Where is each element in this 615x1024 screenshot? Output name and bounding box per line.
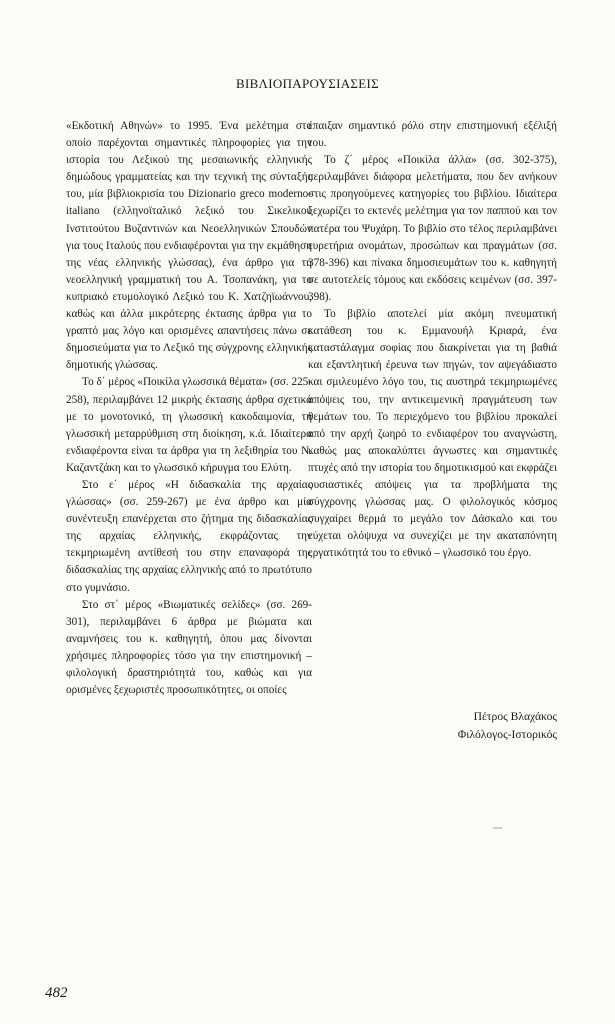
left-column xyxy=(66,118,312,699)
paragraph: Στο στ΄ μέρος «Βιωματικές σελίδες» (σσ. 269-301), περιλαμβάνει 6 άρθρα με βιώματα και αναμνήσεις του κ. καθηγητή, όπου μας δίνονται χρήσιμες πληροφορίες τόσο για την επιστημονική – φιλολογική δραστηριότητά του, καθώς και για ορισμένες ξεχωριστές προσωπικότητες, οι οποίες xyxy=(66,598,312,697)
paragraph: «Εκδοτική Αθηνών» το 1995. Ένα μελέτημα στο οποίο παρέχονται σημαντικές πληροφορίες για την ιστορία του Λεξικού της μεσαιωνικής ελληνικής δημώδους γραμματείας και την τεχνική της σύνταξής του, μία βιβλιοκρισία του Dizionario greco moderno-italiano (ελληνοϊταλικό λεξικό του Σικελικού Ινστιτούτου Βυζαντινών και Νεοελληνικών Σπουδών για τους Ιταλούς που ενδιαφέρονται για την εκμάθηση της νέας ελληνικής γλώσσας), ένα άρθρο για τη νεοελληνική γραμματική του Α. Τσοπανάκη, για το κυπριακό ετυμολογικό Λεξικό του Κ. Χατζηϊωάννου, καθώς και άλλα μικρότερης έκτασης άρθρα για το γραπτό μας λόγο και ορισμένες απαντήσεις πάνω σε δημοσιεύματα για το Λεξικό της σύγχρονης ελληνικής δημοτικής γλώσσας. xyxy=(66,120,312,372)
paragraph: Το δ΄ μέρος «Ποικίλα γλωσσικά θέματα» (σσ. 225-258), περιλαμβάνει 12 μικρής έκτασης άρθρα σχετικά με το μονοτονικό, τη γλωσσική κακοδαιμονία, τη γλωσσική μεταρρύθμιση στη διοίκηση, κ.ά. Ιδιαίτερα ενδιαφέροντα είναι τα άρθρα για τη λεξιθηρία του Ν. Καζαντζάκη και το γλωσσικό κήρυγμα του Ελύτη. xyxy=(66,376,312,474)
scan-mark xyxy=(493,827,502,829)
running-header: ΒΙΒΛΙΟΠΑΡΟΥΣΙΑΣΕΙΣ xyxy=(235,76,380,91)
paragraph: Το βιβλίο αποτελεί μία ακόμη πνευματική κατάθεση του κ. Εμμανουήλ Κριαρά, ένα καταστάλαγμα σοφίας που διακρίνεται για τη βαθιά και εξαντλητική έρευνα των πηγών, τον αψεγάδιαστο και σμιλευμένο λόγο του, τις αυστηρά τεκμηριωμένες απόψεις του, την αντικειμενική πραγμάτευση των θεμάτων του. Το περιεχόμενο του βιβλίου προκαλεί από την αρχή ζωηρό το ενδιαφέρον του αναγνώστη, καθώς μας αποκαλύπτει άγνωστες και σημαντικές πτυχές από την ιστορία του δημοτικισμού και εκφράζει ουσιαστικές απόψεις για τα προβλήματα της σύγχρονης γλώσσας μας. Ο φιλολογικός κόσμος συγχαίρει θερμά το μεγάλο τον Δάσκαλο και του εύχεται ολόψυχα να συνεχίζει με την ακαταπόνητη εργατικότητά του το εθνικό – γλωσσικό του έργο. xyxy=(308,308,557,560)
paragraph: έπαιξαν σημαντικό ρόλο στην επιστημονική εξέλιξή του. xyxy=(308,120,557,150)
page-number: 482 xyxy=(45,985,68,1001)
right-column xyxy=(308,118,557,562)
author-role: Φιλόλογος-Ιστορικός xyxy=(457,728,557,741)
paragraph: Το ζ΄ μέρος «Ποικίλα άλλα» (σσ. 302-375), περιλαμβάνει διάφορα μελετήματα, που δεν ανήκουν στις προηγούμενες κατηγορίες του βιβλίου. Ιδιαίτερα ξεχωρίζει το εκτενές μελέτημα για τον παππού και τον πατέρα του Ψυχάρη. Το βιβλίο στο τέλος περιλαμβάνει ευρετήρια ονομάτων, προσώπων και πραγμάτων (σσ. 378-396) και πίνακα δημοσιευμάτων του κ. καθηγητή σε αυτοτελείς τόμους και εκδόσεις κειμένων (σσ. 397-398). xyxy=(308,154,557,303)
paragraph: Στο ε΄ μέρος «Η διδασκαλία της αρχαίας γλώσσας» (σσ. 259-267) με ένα άρθρο και μία συνέντευξη επανέρχεται στο ζήτημα της διδασκαλίας της αρχαίας ελληνικής, εκφράζοντας την τεκμηριωμένη αντίθεσή του στην επαναφορά της διδασκαλίας της αρχαίας ελληνικής από το πρωτότυπο στο γυμνάσιο. xyxy=(66,478,312,594)
author-name: Πέτρος Βλαχάκος xyxy=(473,710,557,723)
